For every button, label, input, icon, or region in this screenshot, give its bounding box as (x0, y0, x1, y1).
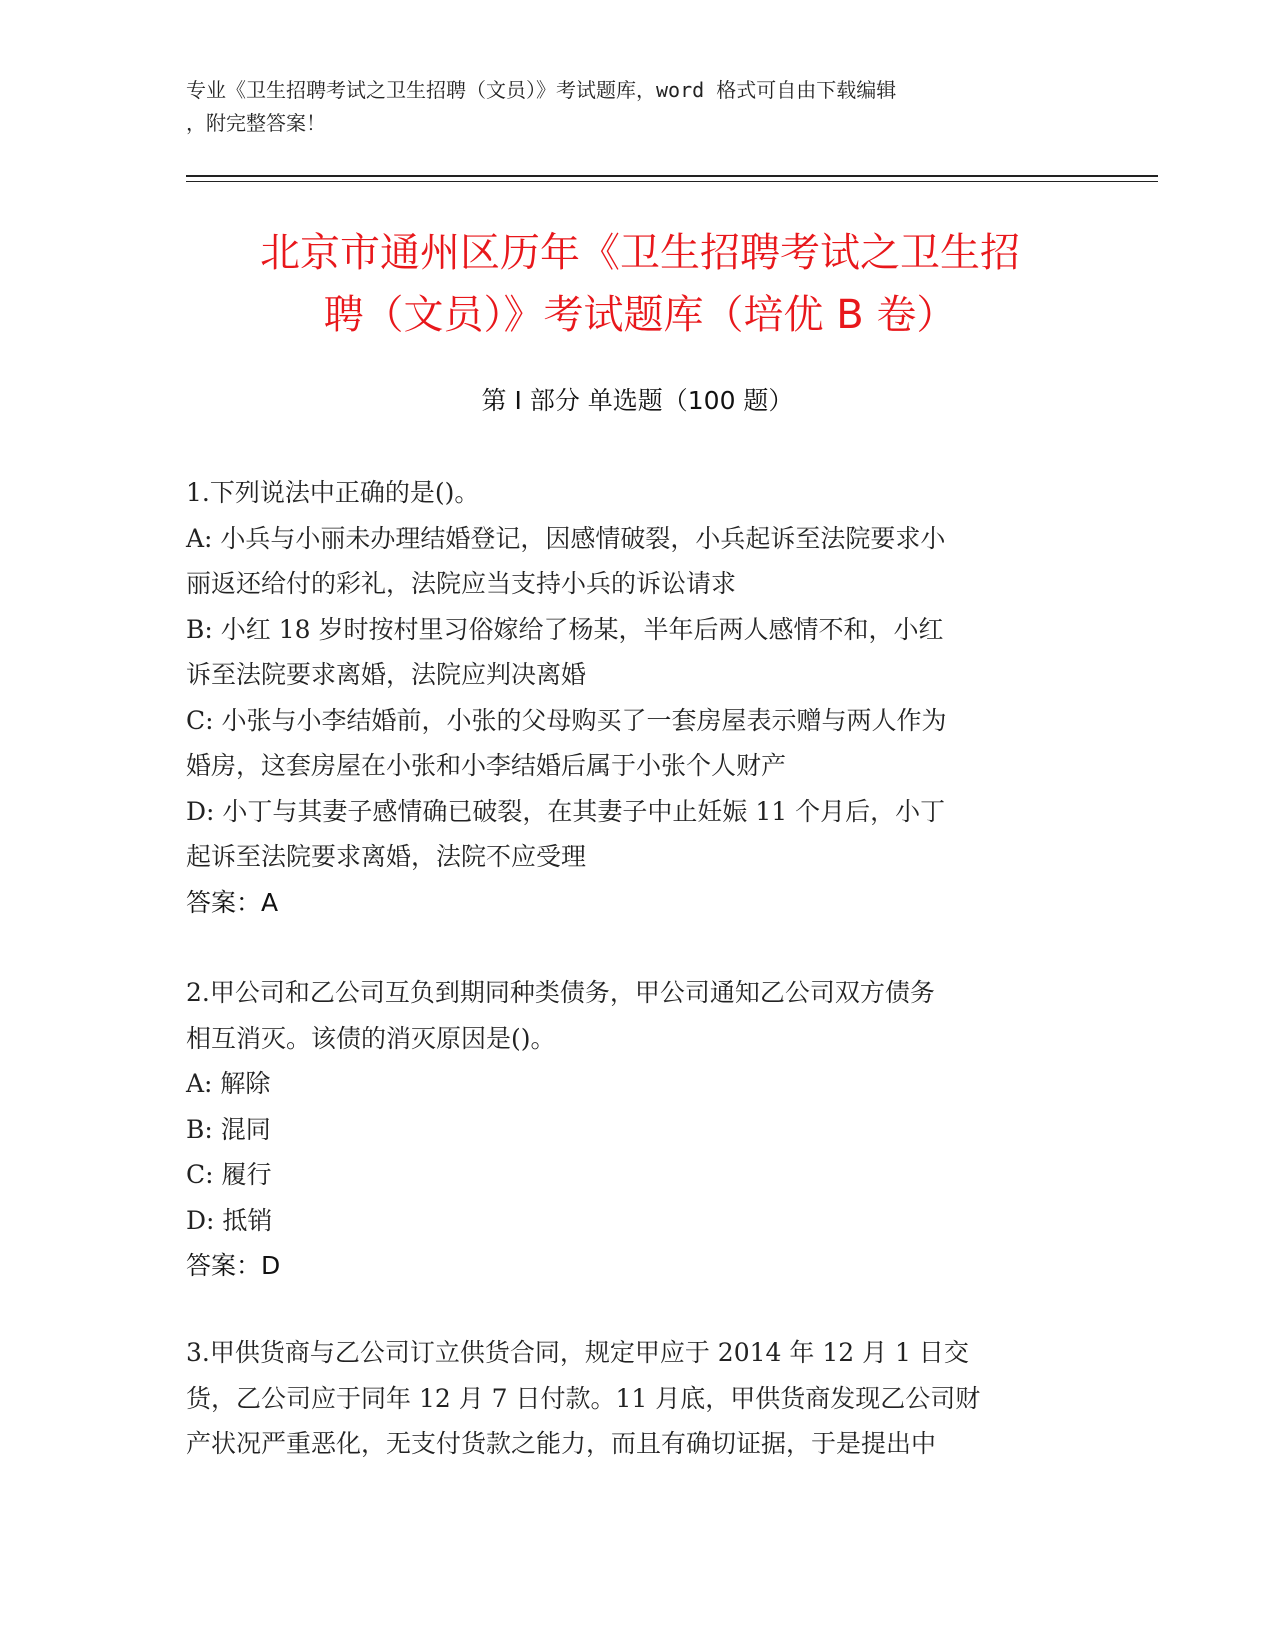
option-d: D: 抵销 (186, 1205, 273, 1235)
header-note-line: 专业《卫生招聘考试之卫生招聘（文员）》考试题库，word 格式可自由下载编辑 (186, 78, 897, 102)
question-block (186, 970, 1086, 1289)
option-b: B: 小红 18 岁时按村里习俗嫁给了杨某，半年后两人感情不和，小红 (186, 614, 944, 644)
answer-label: 答案：D (186, 1251, 281, 1280)
question-stem-continued: 相互消灭。该债的消灭原因是()。 (186, 1023, 556, 1053)
header-note (186, 74, 1066, 140)
document-title-line: 聘（文员）》考试题库（培优 B 卷） (323, 292, 957, 338)
option-a-continued: 丽返还给付的彩礼，法院应当支持小兵的诉讼请求 (186, 569, 737, 598)
question-stem: 3.甲供货商与乙公司订立供货合同，规定甲应于 2014 年 12 月 1 日交 (186, 1338, 969, 1367)
section-title: 第 I 部分 单选题（100 题） (481, 386, 794, 415)
question-block (186, 470, 1086, 925)
option-c: C: 小张与小李结婚前，小张的父母购买了一套房屋表示赠与两人作为 (186, 705, 947, 735)
question-stem-continued: 货，乙公司应于同年 12 月 7 日付款。11 月底，甲供货商发现乙公司财 (186, 1383, 981, 1413)
question-stem: 2.甲公司和乙公司互负到期同种类债务，甲公司通知乙公司双方债务 (186, 978, 935, 1007)
question-stem: 1.下列说法中正确的是()。 (186, 478, 480, 507)
header-divider-thin (186, 181, 1158, 182)
header-divider-thick (186, 175, 1158, 177)
document-title-line: 北京市通州区历年《卫生招聘考试之卫生招 (260, 230, 1020, 276)
option-a: A: 解除 (186, 1069, 271, 1098)
option-a: A: 小兵与小丽未办理结婚登记，因感情破裂，小兵起诉至法院要求小 (186, 523, 946, 553)
question-block (186, 1330, 1086, 1467)
option-b-continued: 诉至法院要求离婚，法院应判决离婚 (186, 660, 587, 689)
option-b: B: 混同 (186, 1114, 271, 1144)
option-d: D: 小丁与其妻子感情确已破裂，在其妻子中止妊娠 11 个月后，小丁 (186, 796, 946, 826)
document-title (160, 222, 1120, 346)
header-note-line: ，附完整答案！ (186, 111, 326, 135)
option-c: C: 履行 (186, 1160, 272, 1189)
answer-label: 答案：A (186, 887, 279, 917)
option-d-continued: 起诉至法院要求离婚，法院不应受理 (186, 842, 587, 871)
question-stem-continued: 产状况严重恶化，无支付货款之能力，而且有确切证据，于是提出中 (186, 1429, 937, 1458)
option-c-continued: 婚房，这套房屋在小张和小李结婚后属于小张个人财产 (186, 751, 787, 780)
